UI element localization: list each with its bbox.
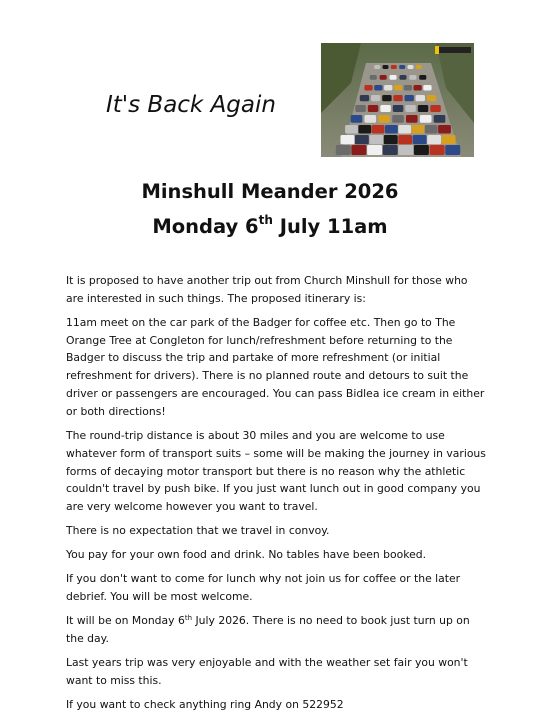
parked-car bbox=[416, 65, 422, 69]
parked-car bbox=[398, 125, 411, 134]
parked-car bbox=[355, 135, 369, 144]
parked-car bbox=[409, 75, 416, 80]
parked-car bbox=[418, 105, 429, 112]
parked-car bbox=[390, 75, 397, 80]
paragraph-payment: You pay for your own food and drink. No tables have been booked. bbox=[66, 548, 427, 562]
paragraph-itinerary: 11am meet on the car park of the Badger for coffee etc. Then go to The Orange Tree at Congleton for lunch/refreshment before returning to the Badger to discuss the trip and partake of more refreshment (or initial refreshment for drivers). There is no planned route and detours to suit the driver or passengers are encouraged. You can pass Bidlea ice cream in either or both directions! bbox=[66, 315, 485, 418]
parked-car bbox=[364, 85, 372, 91]
parked-car bbox=[442, 135, 456, 144]
parked-car bbox=[413, 135, 427, 144]
parked-car bbox=[405, 95, 414, 101]
parked-car bbox=[351, 115, 363, 123]
paragraph-distance: The round-trip distance is about 30 miles and you are welcome to use whatever form of transport suits – some will be making the journey in various forms of decaying motor transport but there is no reason why the athletic couldn't travel by push bike. If you just want lunch out in good company you are very welcome however you want to travel. bbox=[66, 428, 486, 514]
parked-car bbox=[380, 75, 387, 80]
paragraph-last-year: Last years trip was very enjoyable and with the weather set fair you won't want to miss this. bbox=[66, 656, 468, 688]
event-date bbox=[0, 215, 540, 238]
parked-car bbox=[393, 105, 404, 112]
paragraph-convoy: There is no expectation that we travel in convoy. bbox=[66, 524, 330, 538]
event-photo bbox=[321, 43, 474, 157]
parked-car bbox=[392, 115, 404, 123]
tagline: It's Back Again bbox=[106, 92, 276, 118]
parked-car bbox=[372, 125, 385, 134]
paragraph-date bbox=[66, 612, 486, 648]
parked-car bbox=[434, 115, 446, 123]
event-title: Minshull Meander 2026 bbox=[141, 180, 399, 203]
parked-car bbox=[430, 105, 441, 112]
parked-car bbox=[399, 65, 405, 69]
body-text bbox=[66, 272, 486, 720]
date-prefix: It will be on Monday 6 bbox=[66, 614, 185, 628]
parked-car bbox=[370, 75, 377, 80]
parked-car bbox=[398, 135, 412, 144]
parked-car bbox=[430, 145, 445, 155]
parked-car bbox=[371, 95, 380, 101]
parked-car bbox=[384, 135, 398, 144]
parked-car bbox=[438, 125, 451, 134]
parked-car bbox=[365, 115, 377, 123]
parked-car bbox=[406, 115, 418, 123]
paragraph-coffee: If you don't want to come for lunch why not join us for coffee or the later debrief. You will be most welcome. bbox=[66, 572, 461, 604]
parked-car bbox=[378, 115, 390, 123]
parked-car bbox=[423, 85, 431, 91]
parked-car bbox=[425, 125, 438, 134]
date-suffix: July 2026. There is no need to book just turn up on the day. bbox=[66, 614, 470, 646]
paragraph-intro: It is proposed to have another trip out from Church Minshull for those who are interested in such things. The proposed itinerary is: bbox=[66, 274, 468, 305]
paragraph-contact: If you want to check anything ring Andy on 522952 bbox=[66, 698, 344, 712]
parked-car bbox=[427, 95, 436, 101]
parked-car bbox=[393, 95, 402, 101]
parked-car bbox=[358, 125, 371, 134]
parked-car bbox=[383, 65, 389, 69]
parked-car bbox=[374, 85, 382, 91]
parked-car bbox=[360, 95, 369, 101]
parked-car bbox=[367, 145, 382, 155]
parked-car bbox=[382, 95, 391, 101]
parked-car bbox=[355, 105, 366, 112]
badge-logo-icon bbox=[435, 46, 471, 54]
parked-car bbox=[380, 105, 391, 112]
event-date-suffix-ordinal: th bbox=[258, 213, 273, 227]
parked-car bbox=[412, 125, 425, 134]
parked-car bbox=[383, 145, 398, 155]
parked-car bbox=[385, 125, 398, 134]
parked-car bbox=[369, 135, 383, 144]
parked-car bbox=[405, 105, 416, 112]
parked-car bbox=[404, 85, 412, 91]
date-ordinal: th bbox=[184, 614, 193, 623]
parked-car bbox=[345, 125, 358, 134]
parked-car bbox=[408, 65, 414, 69]
parked-car bbox=[336, 145, 351, 155]
parked-car bbox=[427, 135, 441, 144]
parked-car bbox=[420, 115, 432, 123]
parked-car bbox=[384, 85, 392, 91]
parked-car bbox=[414, 85, 422, 91]
parked-car bbox=[399, 75, 406, 80]
parked-car bbox=[374, 65, 380, 69]
parked-car bbox=[351, 145, 366, 155]
parked-car bbox=[394, 85, 402, 91]
event-date-prefix: Monday 6 bbox=[152, 215, 259, 238]
parked-car bbox=[368, 105, 379, 112]
parked-car bbox=[391, 65, 397, 69]
parked-car bbox=[341, 135, 355, 144]
event-date-rest: July 11am bbox=[272, 215, 388, 238]
parked-car bbox=[416, 95, 425, 101]
parked-car bbox=[398, 145, 413, 155]
parked-car bbox=[445, 145, 460, 155]
parked-car bbox=[414, 145, 429, 155]
parked-car bbox=[419, 75, 426, 80]
